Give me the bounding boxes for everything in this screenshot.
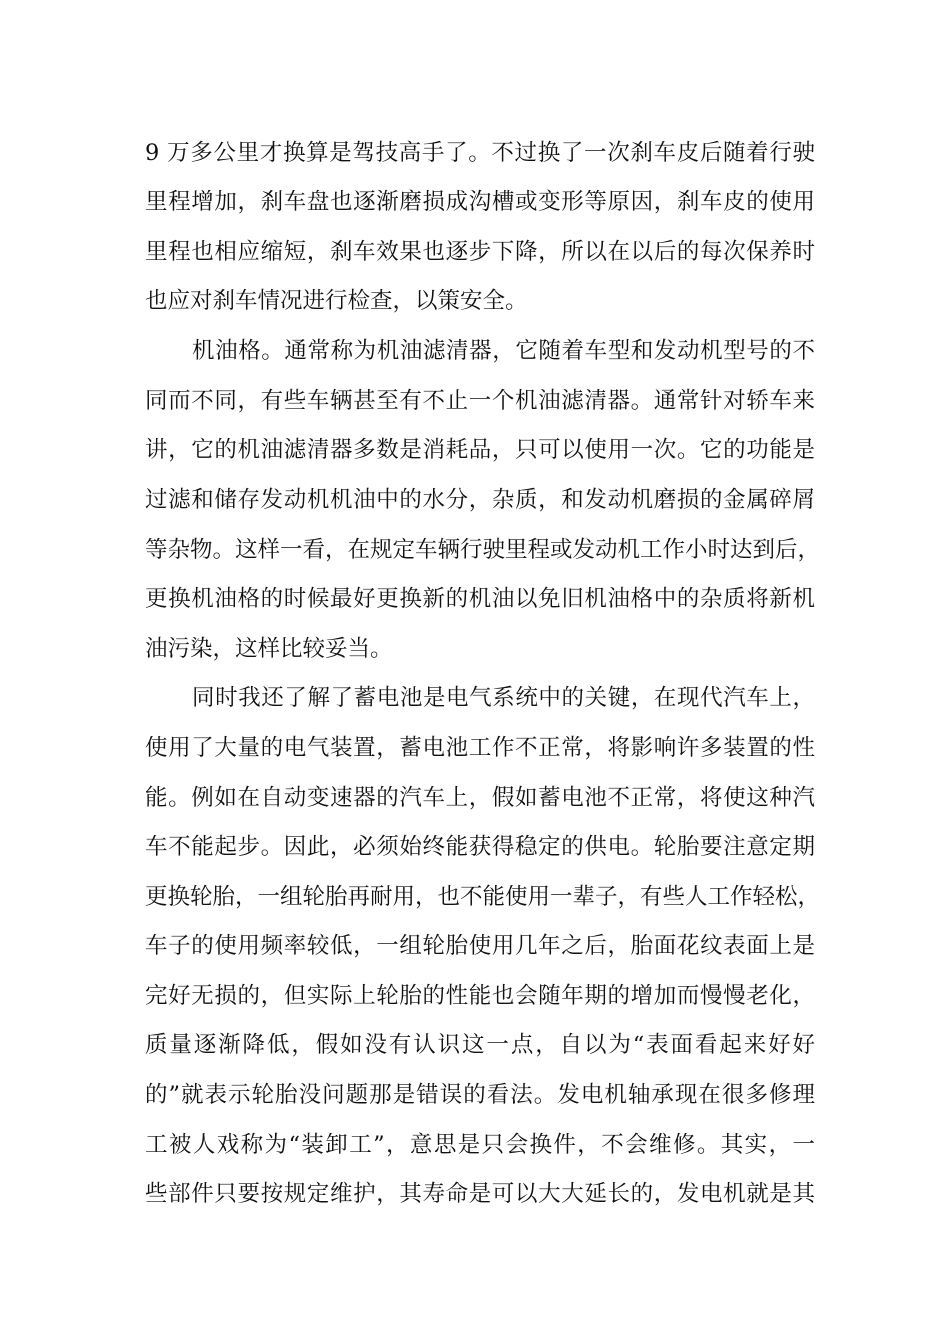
- text-line: 使用了大量的电气装置，蓄电池工作不正常，将影响许多装置的性: [145, 735, 815, 761]
- text-line: 也应对刹车情况进行检查，以策安全。: [145, 288, 528, 314]
- text-line: 同而不同，有些车辆甚至有不止一个机油滤清器。通常针对轿车来: [145, 388, 815, 414]
- paragraph-first-line: 同时我还了解了蓄电池是电气系统中的关键，在现代汽车上，: [192, 685, 815, 711]
- text-line: 等杂物。这样一看，在规定车辆行驶里程或发动机工作小时达到后，: [145, 537, 821, 563]
- text-line: 过滤和储存发动机机油中的水分，杂质，和发动机磨损的金属碎屑: [145, 487, 815, 513]
- text-line: 里程也相应缩短，刹车效果也逐步下降，所以在以后的每次保养时: [145, 239, 815, 265]
- text-line: 车不能起步。因此，必须始终能获得稳定的供电。轮胎要注意定期: [145, 834, 815, 860]
- text-line: 更换轮胎，一组轮胎再耐用，也不能使用一辈子，有些人工作轻松，: [145, 884, 821, 910]
- text-line: 完好无损的，但实际上轮胎的性能也会随年期的增加而慢慢老化，: [145, 983, 815, 1009]
- text-line: 9 万多公里才换算是驾技高手了。不过换了一次刹车皮后随着行驶: [145, 140, 815, 166]
- text-line: 的”就表示轮胎没问题那是错误的看法。发电机轴承现在很多修理: [145, 1082, 815, 1108]
- text-line: 车子的使用频率较低，一组轮胎使用几年之后，胎面花纹表面上是: [145, 933, 815, 959]
- text-line: 讲，它的机油滤清器多数是消耗品，只可以使用一次。它的功能是: [145, 437, 815, 463]
- text-line: 更换机油格的时候最好更换新的机油以免旧机油格中的杂质将新机: [145, 586, 815, 612]
- text-line: 油污染，这样比较妥当。: [145, 636, 393, 662]
- text-line: 质量逐渐降低，假如没有认识这一点，自以为“表面看起来好好: [145, 1032, 815, 1058]
- text-line: 些部件只要按规定维护，其寿命是可以大大延长的，发电机就是其: [145, 1181, 815, 1207]
- text-line: 能。例如在自动变速器的汽车上，假如蓄电池不正常，将使这种汽: [145, 785, 815, 811]
- text-line: 里程增加，刹车盘也逐渐磨损成沟槽或变形等原因，刹车皮的使用: [145, 189, 815, 215]
- text-line: 工被人戏称为“装卸工”，意思是只会换件，不会维修。其实，一: [145, 1132, 815, 1158]
- paragraph-first-line: 机油格。通常称为机油滤清器，它随着车型和发动机型号的不: [192, 338, 815, 364]
